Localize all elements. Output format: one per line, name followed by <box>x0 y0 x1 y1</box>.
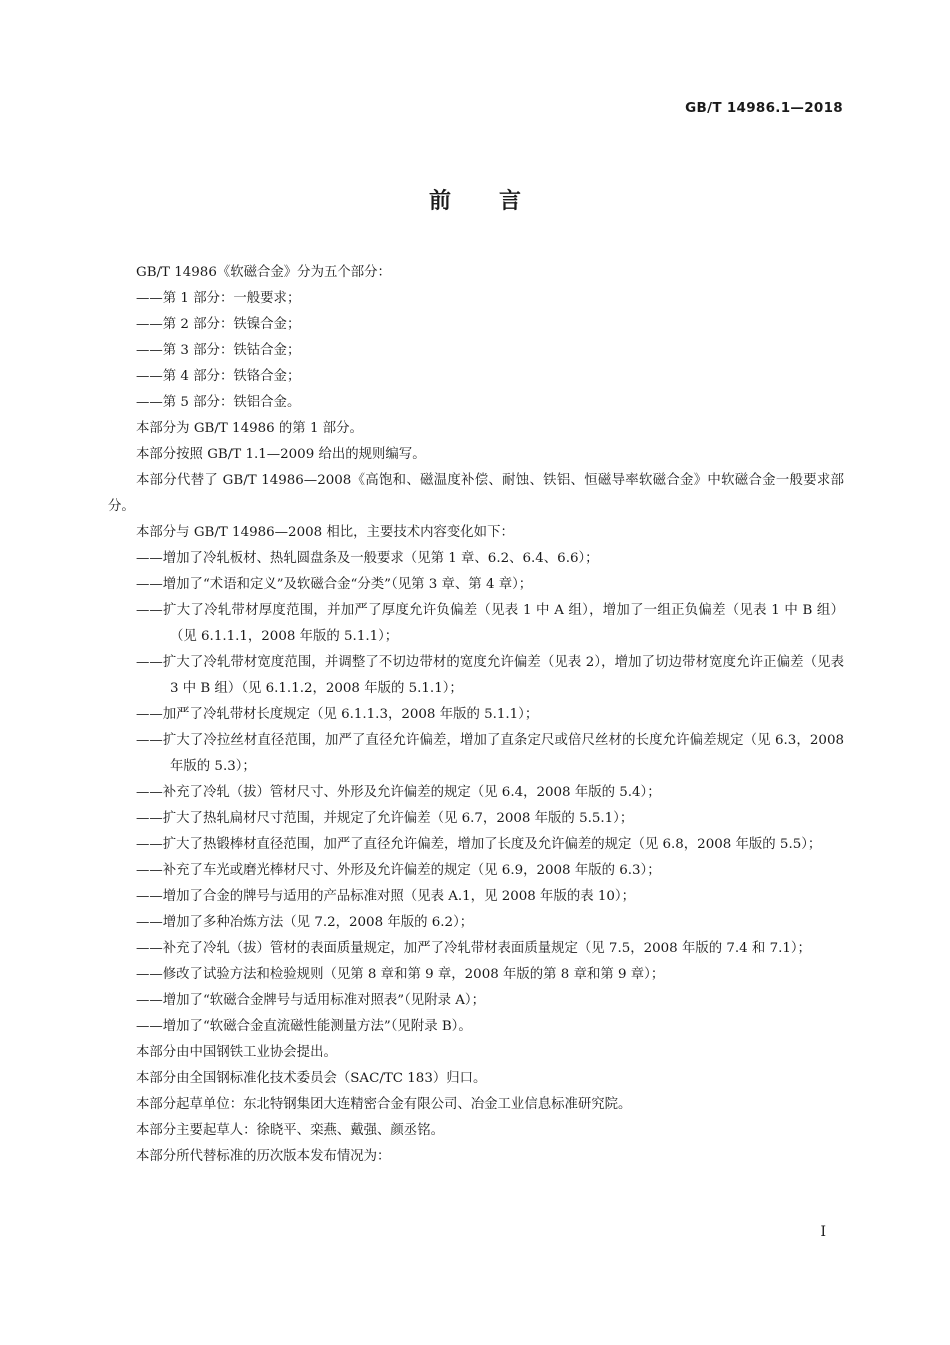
list-item: ——增加了合金的牌号与适用的产品标准对照（见表 A.1，见 2008 年版的表 10）； <box>136 889 635 904</box>
document-body <box>108 260 844 1170</box>
list-item: ——增加了“软磁合金直流磁性能测量方法”（见附录 B）。 <box>136 1019 472 1034</box>
list-item: ——增加了“软磁合金牌号与适用标准对照表”（见附录 A）； <box>136 993 485 1008</box>
list-item: ——补充了车光或磨光棒材尺寸、外形及允许偏差的规定（见 6.9，2008 年版的 6.3）； <box>136 863 661 878</box>
paragraph: 本部分代替了 GB/T 14986—2008《高饱和、磁温度补偿、耐蚀、铁铝、恒磁导率软磁合金》中软磁合金一般要求部分。 <box>108 473 844 514</box>
list-item: ——修改了试验方法和检验规则（见第 8 章和第 9 章，2008 年版的第 8 章和第 9 章）； <box>136 967 665 982</box>
list-item: ——扩大了热轧扁材尺寸范围，并规定了允许偏差（见 6.7，2008 年版的 5.5.1）； <box>136 811 634 826</box>
list-item: ——补充了冷轧（拔）管材的表面质量规定，加严了冷轧带材表面质量规定（见 7.5，2008 年版的 7.4 和 7.1）； <box>136 941 811 956</box>
paragraph: 本部分所代替标准的历次版本发布情况为： <box>136 1149 391 1164</box>
list-item: ——增加了“术语和定义”及软磁合金“分类”（见第 3 章、第 4 章）； <box>136 577 533 592</box>
list-item: ——第 4 部分：铁铬合金； <box>136 369 301 384</box>
list-item: ——扩大了冷轧带材厚度范围，并加严了厚度允许负偏差（见表 1 中 A 组），增加了一组正负偏差（见表 1 中 B 组）（见 6.1.1.1，2008 年版的 5.1.1）； <box>136 603 844 644</box>
list-item: ——第 3 部分：铁钴合金； <box>136 343 301 358</box>
standard-number: GB/T 14986.1—2018 <box>685 100 843 116</box>
paragraph: 本部分按照 GB/T 1.1—2009 给出的规则编写。 <box>136 447 426 462</box>
paragraph: 本部分与 GB/T 14986—2008 相比，主要技术内容变化如下： <box>136 525 514 540</box>
list-item: ——第 5 部分：铁铝合金。 <box>136 395 301 410</box>
paragraph: 本部分由全国钢标准化技术委员会（SAC/TC 183）归口。 <box>136 1071 487 1086</box>
paragraph: 本部分由中国钢铁工业协会提出。 <box>136 1045 337 1060</box>
paragraph: 本部分起草单位：东北特钢集团大连精密合金有限公司、冶金工业信息标准研究院。 <box>136 1097 632 1112</box>
list-item: ——增加了多种冶炼方法（见 7.2，2008 年版的 6.2）； <box>136 915 474 930</box>
paragraph: GB/T 14986《软磁合金》分为五个部分： <box>136 265 391 280</box>
list-item: ——第 1 部分：一般要求； <box>136 291 301 306</box>
list-item: ——补充了冷轧（拔）管材尺寸、外形及允许偏差的规定（见 6.4，2008 年版的 5.4）； <box>136 785 661 800</box>
list-item: ——扩大了冷轧带材宽度范围，并调整了不切边带材的宽度允许偏差（见表 2），增加了切边带材宽度允许正偏差（见表 3 中 B 组）（见 6.1.1.2，2008 年版的 5.1.1）； <box>136 655 844 696</box>
page-title: 前言 <box>428 189 569 214</box>
list-item: ——增加了冷轧板材、热轧圆盘条及一般要求（见第 1 章、6.2、6.4、6.6）； <box>136 551 599 566</box>
list-item: ——扩大了冷拉丝材直径范围，加严了直径允许偏差，增加了直条定尺或倍尺丝材的长度允许偏差规定（见 6.3，2008 年版的 5.3）； <box>136 733 844 774</box>
paragraph: 本部分主要起草人：徐晓平、栾燕、戴强、颜丞铭。 <box>136 1123 444 1138</box>
page-number: I <box>820 1224 826 1240</box>
list-item: ——加严了冷轧带材长度规定（见 6.1.1.3，2008 年版的 5.1.1）； <box>136 707 539 722</box>
paragraph: 本部分为 GB/T 14986 的第 1 部分。 <box>136 421 363 436</box>
list-item: ——扩大了热锻棒材直径范围，加严了直径允许偏差，增加了长度及允许偏差的规定（见 6.8，2008 年版的 5.5）； <box>136 837 822 852</box>
list-item: ——第 2 部分：铁镍合金； <box>136 317 301 332</box>
